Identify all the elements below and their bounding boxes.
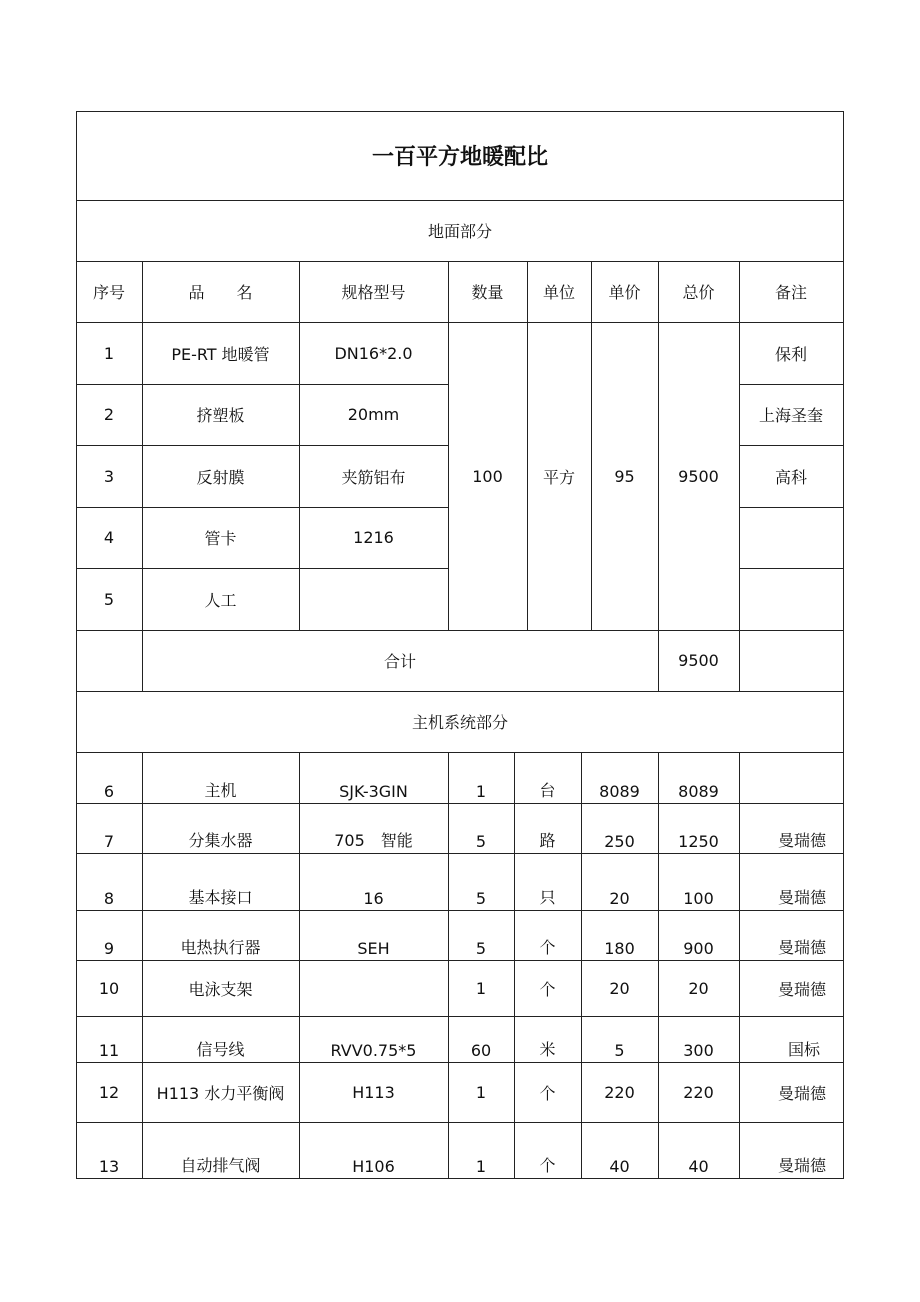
cell-name: 主机 bbox=[204, 781, 237, 800]
cell-unit: 个 bbox=[539, 938, 556, 957]
cell-total: 300 bbox=[683, 1041, 714, 1060]
cell-seq: 1 bbox=[103, 343, 115, 363]
cell-spec: 1216 bbox=[353, 528, 394, 547]
cell-name: 挤塑板 bbox=[196, 406, 245, 425]
cell-total: 40 bbox=[688, 1157, 709, 1176]
cell-spec: 16 bbox=[363, 889, 384, 908]
cell-seq: 11 bbox=[98, 1041, 120, 1060]
cell-unit-price: 20 bbox=[609, 889, 630, 908]
cell-remark: 高科 bbox=[774, 467, 807, 487]
cell-remark bbox=[739, 507, 843, 568]
cell-seq: 5 bbox=[103, 589, 115, 609]
cell-seq: 8 bbox=[103, 889, 115, 908]
cell-total-merged: 9500 bbox=[678, 466, 719, 486]
cell-name: 管卡 bbox=[204, 529, 237, 548]
cell-total: 220 bbox=[683, 1082, 714, 1102]
cell-remark bbox=[739, 752, 865, 803]
subtotal-label: 合计 bbox=[383, 652, 416, 671]
cell-unit-price: 20 bbox=[609, 978, 630, 998]
cell-qty: 5 bbox=[475, 832, 487, 851]
cell-total: 1250 bbox=[678, 832, 719, 851]
column-header-unit: 单位 bbox=[542, 283, 575, 302]
cell-seq: 10 bbox=[98, 978, 120, 998]
column-header-qty: 数量 bbox=[471, 283, 504, 302]
cell-seq: 6 bbox=[103, 782, 115, 801]
section-heading-host: 主机系统部分 bbox=[411, 713, 508, 732]
column-header-name: 品 名 bbox=[188, 283, 253, 302]
cell-remark: 上海圣奎 bbox=[758, 406, 823, 425]
cell-unit-price-merged: 95 bbox=[614, 466, 635, 486]
cell-unit: 个 bbox=[539, 1083, 556, 1103]
cell-spec: RVV0.75*5 bbox=[330, 1041, 417, 1060]
cell-total: 900 bbox=[683, 939, 714, 958]
column-header-unit-price: 单价 bbox=[608, 283, 641, 302]
cell-spec bbox=[299, 960, 448, 1016]
cell-spec: 20mm bbox=[347, 405, 400, 424]
cell-seq: 13 bbox=[98, 1157, 120, 1176]
cell-name: 人工 bbox=[204, 590, 237, 610]
cell-unit: 台 bbox=[539, 781, 556, 800]
cell-spec: SEH bbox=[357, 939, 390, 958]
cell-seq: 12 bbox=[98, 1082, 120, 1102]
cell-total: 8089 bbox=[678, 782, 719, 801]
cell-spec: DN16*2.0 bbox=[334, 343, 413, 363]
cell-name: 反射膜 bbox=[196, 467, 245, 487]
cell-spec: SJK-3GIN bbox=[339, 782, 408, 801]
cell-qty: 1 bbox=[475, 782, 487, 801]
cell-qty: 5 bbox=[475, 889, 487, 908]
cell-name: 分集水器 bbox=[188, 831, 253, 850]
cell-unit-price: 5 bbox=[614, 1041, 625, 1060]
cell-name: 电泳支架 bbox=[188, 979, 253, 999]
cell-seq: 4 bbox=[103, 528, 115, 547]
cell-spec bbox=[299, 568, 448, 630]
column-header-spec: 规格型号 bbox=[341, 283, 406, 302]
cell-remark: 曼瑞德 bbox=[777, 831, 826, 850]
cell-spec: H106 bbox=[352, 1157, 395, 1176]
cell-remark bbox=[739, 568, 843, 630]
cell-seq: 7 bbox=[103, 832, 115, 851]
cell-remark: 曼瑞德 bbox=[777, 1083, 826, 1103]
cell-name: 基本接口 bbox=[188, 888, 253, 907]
cell-qty: 1 bbox=[475, 978, 487, 998]
cell-remark: 保利 bbox=[774, 344, 807, 364]
cell-spec: 705 智能 bbox=[334, 831, 413, 850]
cell-qty-merged: 100 bbox=[472, 466, 503, 486]
cell-unit-merged: 平方 bbox=[542, 467, 575, 487]
cell-qty: 5 bbox=[475, 939, 487, 958]
cell-unit: 个 bbox=[539, 979, 556, 999]
cell-qty: 1 bbox=[475, 1157, 487, 1176]
column-header-seq: 序号 bbox=[92, 283, 125, 302]
cell-qty: 60 bbox=[470, 1041, 492, 1060]
cell-remark: 曼瑞德 bbox=[777, 1156, 826, 1175]
cell-total: 100 bbox=[683, 889, 714, 908]
cell-name: H113 水力平衡阀 bbox=[156, 1083, 285, 1103]
cell-seq: 9 bbox=[103, 939, 115, 958]
cell-unit: 米 bbox=[539, 1040, 556, 1059]
cell-name: 自动排气阀 bbox=[180, 1156, 261, 1175]
cell-seq: 3 bbox=[103, 466, 115, 486]
cell-unit-price: 8089 bbox=[599, 782, 640, 801]
cell-remark: 曼瑞德 bbox=[777, 979, 826, 999]
cell-seq: 2 bbox=[103, 405, 115, 424]
column-header-total: 总价 bbox=[682, 283, 715, 302]
table-border-bottom bbox=[76, 1178, 844, 1179]
cell-name: 电热执行器 bbox=[180, 938, 261, 957]
cell-total: 20 bbox=[688, 978, 709, 998]
cell-remark: 曼瑞德 bbox=[777, 938, 826, 957]
column-header-remark: 备注 bbox=[774, 283, 807, 302]
cell-unit-price: 180 bbox=[604, 939, 635, 958]
cell-spec: H113 bbox=[352, 1082, 395, 1102]
subtotal-value: 9500 bbox=[678, 651, 719, 670]
cell-name: 信号线 bbox=[196, 1040, 245, 1059]
cell-remark: 国标 bbox=[787, 1040, 820, 1059]
cell-unit: 路 bbox=[539, 831, 556, 850]
cell-unit: 个 bbox=[539, 1156, 556, 1175]
page-title: 一百平方地暖配比 bbox=[371, 145, 548, 170]
cell-qty: 1 bbox=[475, 1082, 487, 1102]
cell-unit-price: 250 bbox=[604, 832, 635, 851]
cell-unit-price: 40 bbox=[609, 1157, 630, 1176]
cell-remark: 曼瑞德 bbox=[777, 888, 826, 907]
section-heading-floor: 地面部分 bbox=[427, 222, 492, 241]
cell-spec: 夹筋铝布 bbox=[341, 467, 406, 487]
cell-unit-price: 220 bbox=[604, 1082, 635, 1102]
cell-name: PE-RT 地暖管 bbox=[171, 344, 270, 364]
cell-unit: 只 bbox=[539, 888, 556, 907]
